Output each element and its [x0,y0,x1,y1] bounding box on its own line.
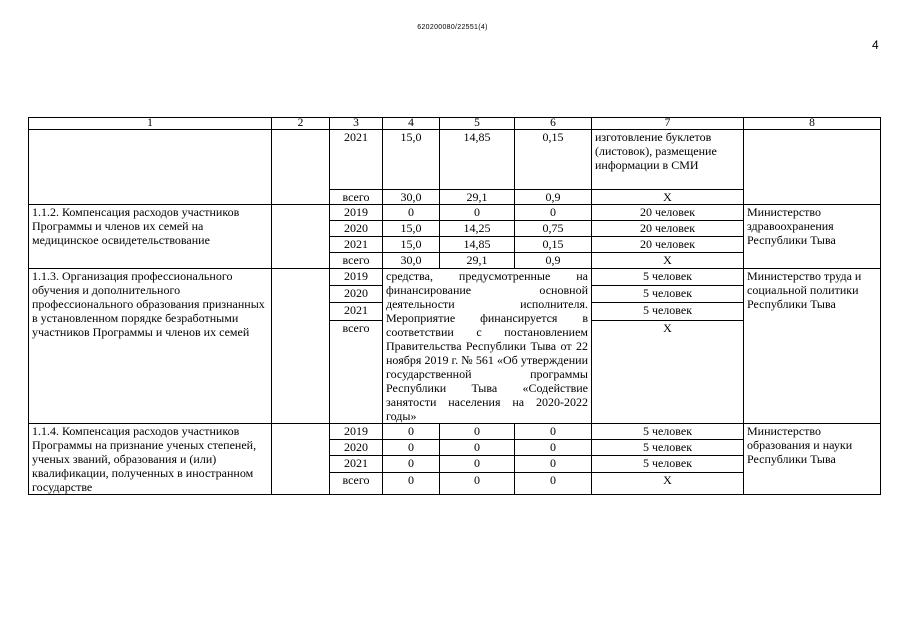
cell-value: 0 [440,456,515,472]
cell-year: 2019 [330,424,383,440]
cell-value: 30,0 [383,190,440,205]
col-header-1: 1 [29,118,272,130]
cell-year: всего [330,190,383,205]
cell-value: 0,15 [515,237,592,253]
cell-value: 0 [440,424,515,440]
cell-year: 2019 [330,269,383,286]
program-table [28,117,881,495]
cell-people: 5 человек [592,286,744,303]
cell-year: 2020 [330,440,383,456]
col-header-2: 2 [272,118,330,130]
cell-value: 0 [383,440,440,456]
responsible-org: Министерство здравоохранения Республики Тыва [744,205,881,269]
cell-name [29,130,272,205]
cell-empty [272,205,330,269]
col-header-7: 7 [592,118,744,130]
cell-value: 0 [440,205,515,221]
cell-x: X [592,190,744,205]
cell-year: 2021 [330,456,383,472]
cell-empty [272,130,330,205]
cell-x: X [592,472,744,494]
measure-name: 1.1.2. Компенсация расходов участников Программы и членов их семей на медицинское освидетельствование [29,205,272,269]
table-row [29,130,881,190]
cell-value: 0,75 [515,221,592,237]
cell-value: 0 [440,472,515,494]
cell-people: 5 человек [592,424,744,440]
cell-value: 0 [383,472,440,494]
cell-value: 29,1 [440,190,515,205]
cell-people: 20 человек [592,221,744,237]
col-header-4: 4 [383,118,440,130]
cell-value: 30,0 [383,253,440,269]
cell-year: 2021 [330,303,383,320]
cell-year: 2020 [330,286,383,303]
cell-people: 20 человек [592,237,744,253]
cell-value: 15,0 [383,221,440,237]
cell-value: 15,0 [383,130,440,190]
cell-value: 0 [515,472,592,494]
cell-year: 2021 [330,237,383,253]
cell-x: X [592,253,744,269]
cell-year: 2021 [330,130,383,190]
cell-value: 0,15 [515,130,592,190]
cell-year: 2019 [330,205,383,221]
cell-value: 0,9 [515,253,592,269]
cell-people: 5 человек [592,440,744,456]
cell-value: 0 [383,205,440,221]
document-id: 620200080/22551(4) [417,24,488,31]
cell-value: 0 [440,440,515,456]
column-number-header [29,118,881,130]
cell-org [744,130,881,205]
page-number: 4 [872,38,879,52]
funding-note: средства, предусмотренные на финансирование основной деятельности исполнителя. Мероприятие финансируется в соответствии с постановлением Правительства Республики Тыва от 22 ноября 2019 г. № 561 «Об утверждении государственной программы Республики Тыва «Содействие занятости населения на 2020-2022 годы» [383,269,592,424]
cell-value: 15,0 [383,237,440,253]
cell-value: 29,1 [440,253,515,269]
measure-name: 1.1.3. Организация профессионального обучения и дополнительного профессионального образования признанных в установленном порядке безработными участников Программы и членов их семей [29,269,272,424]
col-header-8: 8 [744,118,881,130]
cell-description: изготовление буклетов (листовок), размещение информации в СМИ [592,130,744,190]
cell-value: 0 [515,456,592,472]
table-row [29,205,881,221]
cell-empty [272,424,330,495]
cell-value: 14,85 [440,237,515,253]
cell-value: 0 [515,424,592,440]
cell-value: 0 [383,456,440,472]
cell-year: всего [330,320,383,423]
measure-name: 1.1.4. Компенсация расходов участников Программы на признание ученых степеней, ученых званий, образования и (или) квалификации, полученных в иностранном государстве [29,424,272,495]
col-header-5: 5 [440,118,515,130]
cell-value: 14,85 [440,130,515,190]
table-row [29,424,881,440]
cell-empty [272,269,330,424]
cell-value: 0 [383,424,440,440]
cell-x: X [592,320,744,423]
cell-value: 0,9 [515,190,592,205]
cell-value: 14,25 [440,221,515,237]
cell-year: 2020 [330,221,383,237]
responsible-org: Министерство труда и социальной политики Республики Тыва [744,269,881,424]
cell-value: 0 [515,205,592,221]
cell-people: 5 человек [592,303,744,320]
cell-year: всего [330,253,383,269]
table-row [29,269,881,286]
cell-people: 5 человек [592,456,744,472]
cell-value: 0 [515,440,592,456]
cell-people: 5 человек [592,269,744,286]
col-header-6: 6 [515,118,592,130]
cell-year: всего [330,472,383,494]
responsible-org: Министерство образования и науки Республики Тыва [744,424,881,495]
cell-people: 20 человек [592,205,744,221]
col-header-3: 3 [330,118,383,130]
